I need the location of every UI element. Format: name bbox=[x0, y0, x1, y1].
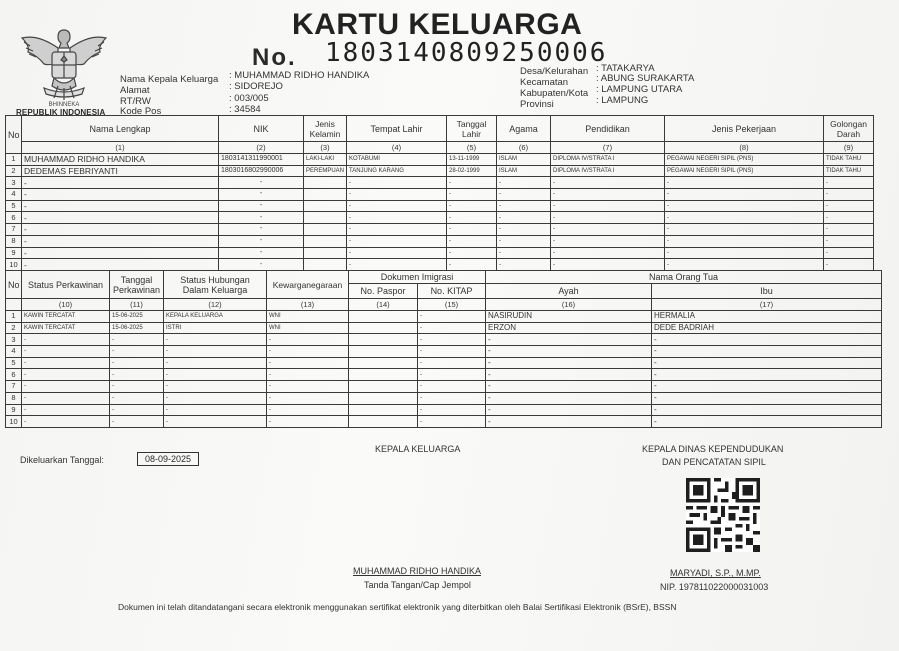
table-cell: WNI bbox=[267, 311, 349, 323]
table-cell: 2 bbox=[6, 322, 22, 334]
table-cell: DIPLOMA IV/STRATA I bbox=[551, 154, 665, 166]
table-cell: - bbox=[551, 224, 665, 236]
table-cell: - bbox=[110, 381, 164, 393]
table-cell: - bbox=[267, 334, 349, 346]
table-cell: - bbox=[267, 369, 349, 381]
issued-date: 08-09-2025 bbox=[137, 452, 199, 466]
col2-number-label: (13) bbox=[267, 299, 349, 311]
table-row bbox=[6, 259, 874, 271]
col2-tanggal: Tanggal Perkawinan bbox=[110, 271, 164, 299]
col-tanggal: Tanggal Lahir bbox=[447, 116, 497, 142]
col2-no: No bbox=[6, 271, 22, 299]
table-cell: - bbox=[486, 369, 652, 381]
table-cell: 15-06-2025 bbox=[110, 311, 164, 323]
table-cell: KAWIN TERCATAT bbox=[22, 322, 110, 334]
table-cell: - bbox=[418, 392, 486, 404]
col2-kitap: No. KITAP bbox=[418, 284, 486, 299]
family-status-table bbox=[5, 270, 882, 428]
table-cell: 6 bbox=[6, 369, 22, 381]
field-value-provinsi: : LAMPUNG bbox=[596, 95, 649, 106]
table-cell: ISTRI bbox=[164, 322, 267, 334]
table-cell: - bbox=[497, 189, 551, 201]
col2-kewarganegaraan: Kewarganegaraan bbox=[267, 271, 349, 299]
family-members-table bbox=[5, 115, 874, 271]
table-cell: HERMALIA bbox=[652, 311, 882, 323]
table-cell: - bbox=[665, 212, 824, 224]
field-label-alamat: Alamat bbox=[120, 85, 150, 96]
svg-text:BHINNEKA: BHINNEKA bbox=[48, 102, 80, 108]
table-cell: 10 bbox=[6, 416, 22, 428]
table-cell: 5 bbox=[6, 357, 22, 369]
table-cell: - bbox=[22, 189, 219, 201]
table-row bbox=[6, 235, 874, 247]
kk-number-label: No. bbox=[252, 44, 297, 71]
table-cell: - bbox=[267, 416, 349, 428]
table-cell: - bbox=[347, 259, 447, 271]
col-number-label: (6) bbox=[497, 142, 551, 154]
col-number-label: (3) bbox=[304, 142, 347, 154]
table-cell: - bbox=[164, 369, 267, 381]
table-cell: 9 bbox=[6, 404, 22, 416]
table-cell: - bbox=[110, 334, 164, 346]
table-cell: - bbox=[824, 247, 874, 259]
col-no: No bbox=[6, 116, 22, 154]
table-cell: LAKI-LAKI bbox=[304, 154, 347, 166]
kepala-dinas-label-2: DAN PENCATATAN SIPIL bbox=[662, 457, 766, 467]
table-cell: - bbox=[22, 212, 219, 224]
table-cell bbox=[349, 322, 418, 334]
table-cell: - bbox=[219, 235, 304, 247]
table-row bbox=[6, 322, 882, 334]
col-tempat: Tempat Lahir bbox=[347, 116, 447, 142]
table-cell: 2 bbox=[6, 165, 22, 177]
table-cell: 1803141311990001 bbox=[219, 154, 304, 166]
table-cell: ISLAM bbox=[497, 154, 551, 166]
col2-number-label: (12) bbox=[164, 299, 267, 311]
table-cell: - bbox=[486, 381, 652, 393]
col2-ibu: Ibu bbox=[652, 284, 882, 299]
table-cell: - bbox=[164, 381, 267, 393]
table-cell: WNI bbox=[267, 322, 349, 334]
col-number-label: (5) bbox=[447, 142, 497, 154]
table-cell bbox=[349, 416, 418, 428]
table-cell: - bbox=[486, 392, 652, 404]
table-row bbox=[6, 311, 882, 323]
field-value-alamat: : SIDOREJO bbox=[229, 81, 283, 92]
field-label-kodepos: Kode Pos bbox=[120, 106, 162, 117]
disclaimer-text: Dokumen ini telah ditandatangani secara elektronik menggunakan sertifikat elektronik yang diterbitkan oleh Balai Sertifikasi Elektronik (BSrE), BSSN bbox=[118, 602, 677, 612]
table-cell: - bbox=[418, 416, 486, 428]
table-row bbox=[6, 346, 882, 358]
table-cell: - bbox=[652, 392, 882, 404]
table-cell: 1803016802990006 bbox=[219, 165, 304, 177]
qr-code-icon bbox=[686, 478, 760, 552]
table-row bbox=[6, 416, 882, 428]
table-row bbox=[6, 212, 874, 224]
signer-name: MUHAMMAD RIDHO HANDIKA bbox=[353, 566, 482, 576]
table-cell: TIDAK TAHU bbox=[824, 154, 874, 166]
col2-dokumen: Dokumen Imigrasi bbox=[349, 271, 486, 284]
table-cell: - bbox=[551, 189, 665, 201]
table-cell: - bbox=[347, 200, 447, 212]
col2-number-label: (15) bbox=[418, 299, 486, 311]
col2-number-label: (10) bbox=[22, 299, 110, 311]
field-label-kepala: Nama Kepala Keluarga bbox=[120, 74, 219, 85]
col2-number-label: (17) bbox=[652, 299, 882, 311]
table-cell: - bbox=[447, 247, 497, 259]
table-cell bbox=[349, 346, 418, 358]
table-cell bbox=[304, 259, 347, 271]
table-row bbox=[6, 165, 874, 177]
table-cell: - bbox=[22, 235, 219, 247]
table-cell: - bbox=[219, 224, 304, 236]
table-cell: - bbox=[22, 346, 110, 358]
table-cell: 8 bbox=[6, 235, 22, 247]
table-cell: - bbox=[110, 346, 164, 358]
table-cell: - bbox=[418, 346, 486, 358]
col2-number-label: (11) bbox=[110, 299, 164, 311]
signer-caption: Tanda Tangan/Cap Jempol bbox=[364, 580, 471, 590]
table-cell: KEPALA KELUARGA bbox=[164, 311, 267, 323]
table-cell: ERZON bbox=[486, 322, 652, 334]
table-cell: - bbox=[418, 357, 486, 369]
table-cell: - bbox=[219, 189, 304, 201]
table-cell: - bbox=[824, 200, 874, 212]
table-cell bbox=[304, 235, 347, 247]
table-cell: - bbox=[418, 334, 486, 346]
col-goldar: Golongan Darah bbox=[824, 116, 874, 142]
table-cell: - bbox=[267, 357, 349, 369]
table-cell: - bbox=[665, 200, 824, 212]
table-cell: - bbox=[22, 224, 219, 236]
table-cell: - bbox=[551, 259, 665, 271]
table-cell: - bbox=[22, 357, 110, 369]
col-number-label: (2) bbox=[219, 142, 304, 154]
table-cell: 8 bbox=[6, 392, 22, 404]
table-cell: - bbox=[22, 381, 110, 393]
table-cell bbox=[349, 357, 418, 369]
table-cell: - bbox=[497, 177, 551, 189]
table-cell: - bbox=[267, 392, 349, 404]
table-cell: - bbox=[164, 334, 267, 346]
table-cell: KAWIN TERCATAT bbox=[22, 311, 110, 323]
table-cell: - bbox=[652, 357, 882, 369]
table-cell: 4 bbox=[6, 346, 22, 358]
official-name: MARYADI, S.P., M.MP. bbox=[670, 568, 761, 578]
issued-label: Dikeluarkan Tanggal: bbox=[20, 455, 104, 465]
table-cell: 28-02-1999 bbox=[447, 165, 497, 177]
official-nip: NIP. 197811022000031003 bbox=[660, 582, 769, 592]
field-value-kodepos: : 34584 bbox=[229, 104, 261, 115]
table-cell: 1 bbox=[6, 154, 22, 166]
table-cell: - bbox=[824, 259, 874, 271]
table-cell: - bbox=[486, 346, 652, 358]
table-cell: 7 bbox=[6, 381, 22, 393]
table-cell: - bbox=[497, 224, 551, 236]
table-cell: - bbox=[652, 381, 882, 393]
table-cell: - bbox=[486, 357, 652, 369]
col-agama: Agama bbox=[497, 116, 551, 142]
table-row bbox=[6, 154, 874, 166]
table-row bbox=[6, 381, 882, 393]
table-cell: - bbox=[824, 224, 874, 236]
table-cell: - bbox=[665, 224, 824, 236]
col2-number-label: (16) bbox=[486, 299, 652, 311]
table-cell bbox=[304, 200, 347, 212]
table-row bbox=[6, 334, 882, 346]
table-cell: - bbox=[447, 189, 497, 201]
table-cell: 10 bbox=[6, 259, 22, 271]
table-cell bbox=[349, 404, 418, 416]
table-cell: - bbox=[824, 212, 874, 224]
field-value-kecamatan: : ABUNG SURAKARTA bbox=[596, 73, 695, 84]
table-cell: - bbox=[652, 416, 882, 428]
col2-orangtua: Nama Orang Tua bbox=[486, 271, 882, 284]
col-number-label: (8) bbox=[665, 142, 824, 154]
table-cell: - bbox=[665, 247, 824, 259]
table-cell: DIPLOMA IV/STRATA I bbox=[551, 165, 665, 177]
col-number-label: (1) bbox=[22, 142, 219, 154]
table-cell: - bbox=[219, 212, 304, 224]
table-cell: ISLAM bbox=[497, 165, 551, 177]
col2-ayah: Ayah bbox=[486, 284, 652, 299]
table-cell: - bbox=[347, 212, 447, 224]
table-cell: KOTABUMI bbox=[347, 154, 447, 166]
table-cell: - bbox=[347, 189, 447, 201]
field-label-desa: Desa/Kelurahan bbox=[520, 66, 589, 77]
table-cell: - bbox=[652, 404, 882, 416]
table-cell: 6 bbox=[6, 212, 22, 224]
table-cell: - bbox=[267, 346, 349, 358]
table-cell: - bbox=[824, 189, 874, 201]
table-cell: - bbox=[447, 177, 497, 189]
table-cell bbox=[349, 392, 418, 404]
col2-number-blank bbox=[6, 299, 22, 311]
col-nik: NIK bbox=[219, 116, 304, 142]
table-cell: DEDE BADRIAH bbox=[652, 322, 882, 334]
table-cell: - bbox=[447, 200, 497, 212]
field-value-kepala: : MUHAMMAD RIDHO HANDIKA bbox=[229, 70, 370, 81]
table-row bbox=[6, 177, 874, 189]
table-row bbox=[6, 404, 882, 416]
table-cell: - bbox=[110, 416, 164, 428]
table-cell bbox=[349, 311, 418, 323]
document-title: KARTU KELUARGA bbox=[292, 8, 583, 41]
table-cell: - bbox=[447, 224, 497, 236]
table-cell bbox=[349, 369, 418, 381]
table-cell bbox=[304, 224, 347, 236]
kk-number: 1803140809250006 bbox=[325, 38, 608, 68]
col-pekerjaan: Jenis Pekerjaan bbox=[665, 116, 824, 142]
field-label-rtrw: RT/RW bbox=[120, 96, 151, 107]
col-nama: Nama Lengkap bbox=[22, 116, 219, 142]
table-cell: - bbox=[497, 235, 551, 247]
table-cell: - bbox=[551, 212, 665, 224]
table-cell: 1 bbox=[6, 311, 22, 323]
table-cell: - bbox=[22, 404, 110, 416]
field-value-kabupaten: : LAMPUNG UTARA bbox=[596, 84, 683, 95]
table-cell: 3 bbox=[6, 334, 22, 346]
country-label: REPUBLIK INDONESIA bbox=[16, 108, 106, 117]
table-cell: MUHAMMAD RIDHO HANDIKA bbox=[22, 154, 219, 166]
field-label-provinsi: Provinsi bbox=[520, 99, 554, 110]
table-cell: - bbox=[164, 404, 267, 416]
table-cell: - bbox=[347, 247, 447, 259]
garuda-emblem-icon bbox=[18, 22, 110, 108]
table-cell bbox=[304, 247, 347, 259]
table-cell: - bbox=[447, 259, 497, 271]
table-row bbox=[6, 369, 882, 381]
table-cell: - bbox=[551, 200, 665, 212]
table-cell: - bbox=[447, 212, 497, 224]
table-cell: - bbox=[164, 346, 267, 358]
table-cell: - bbox=[267, 381, 349, 393]
field-label-kabupaten: Kabupaten/Kota bbox=[520, 88, 589, 99]
table-cell: - bbox=[486, 404, 652, 416]
field-value-desa: : TATAKARYA bbox=[596, 63, 655, 74]
table-cell: - bbox=[652, 369, 882, 381]
col2-status: Status Perkawinan bbox=[22, 271, 110, 299]
col2-paspor: No. Paspor bbox=[349, 284, 418, 299]
table-cell: - bbox=[665, 177, 824, 189]
table-row bbox=[6, 189, 874, 201]
table-cell bbox=[304, 177, 347, 189]
table-cell bbox=[304, 189, 347, 201]
table-cell: 7 bbox=[6, 224, 22, 236]
table-cell: - bbox=[219, 259, 304, 271]
table-cell: 4 bbox=[6, 189, 22, 201]
table-cell: - bbox=[665, 235, 824, 247]
table-row bbox=[6, 224, 874, 236]
table-cell: - bbox=[22, 416, 110, 428]
table-cell: TANJUNG KARANG bbox=[347, 165, 447, 177]
table-cell: - bbox=[22, 369, 110, 381]
table-cell: - bbox=[824, 235, 874, 247]
table-cell: - bbox=[418, 369, 486, 381]
table-cell: - bbox=[347, 177, 447, 189]
table-cell: - bbox=[824, 177, 874, 189]
table-cell: - bbox=[164, 357, 267, 369]
table-cell bbox=[304, 212, 347, 224]
table-cell: - bbox=[267, 404, 349, 416]
table-cell: - bbox=[497, 212, 551, 224]
table-row bbox=[6, 247, 874, 259]
table-cell: - bbox=[219, 200, 304, 212]
table-cell: PEREMPUAN bbox=[304, 165, 347, 177]
table-cell: 5 bbox=[6, 200, 22, 212]
table-cell: - bbox=[497, 200, 551, 212]
field-value-rtrw: : 003/005 bbox=[229, 93, 269, 104]
table-cell: - bbox=[418, 311, 486, 323]
table-cell: - bbox=[486, 334, 652, 346]
table-cell: - bbox=[652, 334, 882, 346]
table-cell: NASIRUDIN bbox=[486, 311, 652, 323]
table-cell: 9 bbox=[6, 247, 22, 259]
table-cell bbox=[349, 334, 418, 346]
table-cell: - bbox=[418, 322, 486, 334]
table-cell: - bbox=[22, 392, 110, 404]
table-cell: - bbox=[418, 381, 486, 393]
table-cell: - bbox=[551, 235, 665, 247]
kepala-keluarga-label: KEPALA KELUARGA bbox=[375, 444, 461, 454]
col2-hubungan: Status Hubungan Dalam Keluarga bbox=[164, 271, 267, 299]
kepala-dinas-label-1: KEPALA DINAS KEPENDUDUKAN bbox=[642, 444, 784, 454]
table-cell: - bbox=[665, 259, 824, 271]
table-cell: 15-06-2025 bbox=[110, 322, 164, 334]
table-row bbox=[6, 392, 882, 404]
table-cell: - bbox=[110, 357, 164, 369]
table-cell: - bbox=[418, 404, 486, 416]
table-row bbox=[6, 357, 882, 369]
col2-number-label: (14) bbox=[349, 299, 418, 311]
table-cell: - bbox=[447, 235, 497, 247]
table-cell: - bbox=[22, 334, 110, 346]
table-cell: - bbox=[551, 247, 665, 259]
table-cell: - bbox=[497, 259, 551, 271]
table-cell: - bbox=[347, 235, 447, 247]
table-cell: - bbox=[219, 177, 304, 189]
table-cell: 3 bbox=[6, 177, 22, 189]
table-cell: - bbox=[110, 392, 164, 404]
table-cell: - bbox=[110, 369, 164, 381]
col-number-label: (9) bbox=[824, 142, 874, 154]
table-cell: - bbox=[486, 416, 652, 428]
col-pendidikan: Pendidikan bbox=[551, 116, 665, 142]
table-cell: - bbox=[347, 224, 447, 236]
table-cell: PEGAWAI NEGERI SIPIL (PNS) bbox=[665, 165, 824, 177]
table-cell: TIDAK TAHU bbox=[824, 165, 874, 177]
table-cell: DEDEMAS FEBRIYANTI bbox=[22, 165, 219, 177]
table-cell: - bbox=[497, 247, 551, 259]
table-cell: PEGAWAI NEGERI SIPIL (PNS) bbox=[665, 154, 824, 166]
table-row bbox=[6, 200, 874, 212]
field-label-kecamatan: Kecamatan bbox=[520, 77, 569, 88]
table-cell: - bbox=[164, 392, 267, 404]
table-cell: - bbox=[551, 177, 665, 189]
table-cell: 13-11-1999 bbox=[447, 154, 497, 166]
table-cell: - bbox=[22, 200, 219, 212]
table-cell: - bbox=[22, 247, 219, 259]
table-cell: - bbox=[22, 177, 219, 189]
table-cell: - bbox=[164, 416, 267, 428]
col-jk: Jenis Kelamin bbox=[304, 116, 347, 142]
col-number-label: (7) bbox=[551, 142, 665, 154]
table-cell: - bbox=[22, 259, 219, 271]
table-cell: - bbox=[110, 404, 164, 416]
table-cell: - bbox=[652, 346, 882, 358]
table-cell: - bbox=[665, 189, 824, 201]
table-cell: - bbox=[219, 247, 304, 259]
table-cell bbox=[349, 381, 418, 393]
col-number-label: (4) bbox=[347, 142, 447, 154]
